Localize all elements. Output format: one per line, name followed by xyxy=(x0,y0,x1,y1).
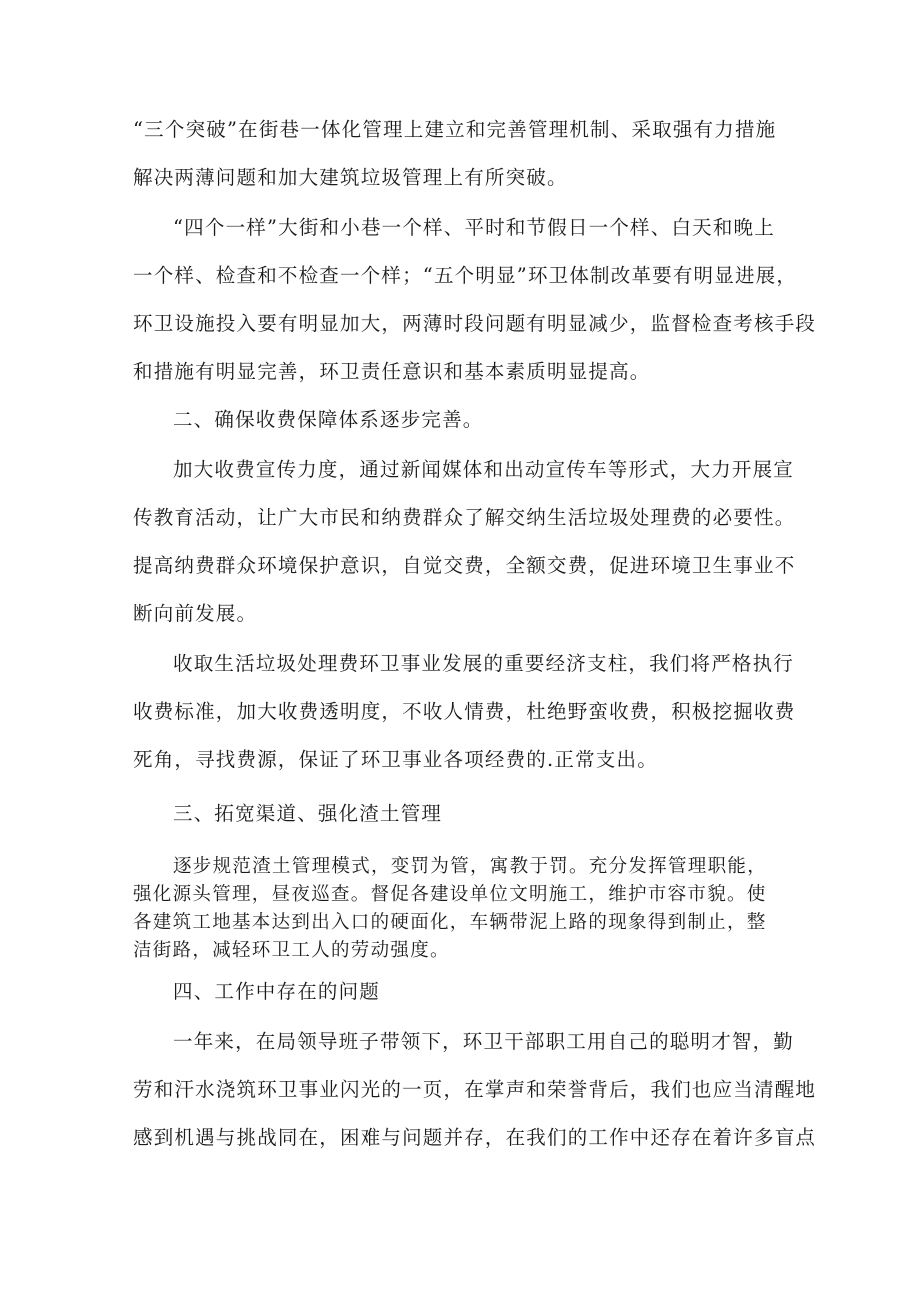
text-line-16: 逐步规范渣土管理模式，变罚为管，寓教于罚。充分发挥管理职能， xyxy=(173,856,768,877)
text-line-9: 传教育活动，让广大市民和纳费群众了解交纳生活垃圾处理费的必要性。 xyxy=(133,506,796,529)
section-heading-4: 四、工作中存在的问题 xyxy=(173,980,381,1003)
text-line-13: 收费标准，加大收费透明度，不收人情费，杜绝野蛮收费，积极挖掘收费 xyxy=(133,700,796,723)
section-heading-3: 三、拓宽渠道、强化渣土管理 xyxy=(173,802,443,825)
text-line-14: 死角，寻找费源，保证了环卫事业各项经费的.正常支出。 xyxy=(133,748,658,771)
text-line-4: 一个样、检查和不检查一个样；“五个明显”环卫体制改革要有明显进展， xyxy=(133,264,798,287)
text-line-3: “四个一样”大街和小巷一个样、平时和节假日一个样、白天和晚上 xyxy=(173,216,775,239)
text-line-8: 加大收费宣传力度，通过新闻媒体和出动宣传车等形式，大力开展宣 xyxy=(173,458,795,481)
text-line-10: 提高纳费群众环境保护意识，自觉交费，全额交费，促进环境卫生事业不 xyxy=(133,554,796,577)
text-line-1: “三个突破”在街巷一体化管理上建立和完善管理机制、采取强有力措施 xyxy=(133,118,777,141)
text-line-18: 各建筑工地基本达到出入口的硬面化，车辆带泥上路的现象得到制止，整 xyxy=(133,912,767,933)
text-line-22: 劳和汗水浇筑环卫事业闪光的一页，在掌声和荣誉背后，我们也应当清醒地 xyxy=(133,1078,817,1101)
text-line-2: 解决两薄问题和加大建筑垃圾管理上有所突破。 xyxy=(133,166,568,189)
section-heading-2: 二、确保收费保障体系逐步完善。 xyxy=(173,408,484,431)
text-line-23: 感到机遇与挑战同在，困难与问题并存，在我们的工作中还存在着许多盲点 xyxy=(133,1126,817,1149)
text-line-5: 环卫设施投入要有明显加大，两薄时段问题有明显减少，监督检查考核手段 xyxy=(133,312,817,335)
text-line-11: 断向前发展。 xyxy=(133,602,258,625)
text-line-12: 收取生活垃圾处理费环卫事业发展的重要经济支柱，我们将严格执行 xyxy=(173,652,795,675)
text-line-6: 和措施有明显完善，环卫责任意识和基本素质明显提高。 xyxy=(133,360,651,383)
text-line-19: 洁街路，减轻环卫工人的劳动强度。 xyxy=(133,940,450,961)
text-line-17: 强化源头管理，昼夜巡查。督促各建设单位文明施工，维护市容市貌。使 xyxy=(133,884,767,905)
text-line-21: 一年来，在局领导班子带领下，环卫干部职工用自己的聪明才智，勤 xyxy=(173,1030,795,1053)
